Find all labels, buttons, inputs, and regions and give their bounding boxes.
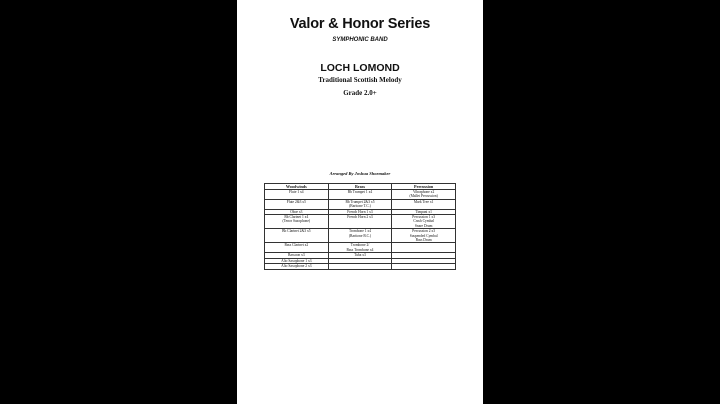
- table-cell: Timpani x1: [392, 209, 456, 214]
- table-row: [265, 264, 456, 269]
- instrumentation-table: [264, 183, 456, 270]
- table-row: [265, 190, 456, 200]
- table-cell: Alto Saxophone 2 x3: [265, 264, 329, 269]
- table-cell: Percussion 1 x3 Crash Cymbal Snare Drum: [392, 215, 456, 229]
- score-cover-page: [237, 0, 483, 404]
- table-cell: French Horn 2 x3: [328, 215, 392, 229]
- table-body: [265, 190, 456, 270]
- column-header: Percussion: [392, 184, 456, 190]
- table-cell: Bassoon x3: [265, 253, 329, 258]
- table-row: [265, 199, 456, 209]
- table-cell: Bb Clarinet 1 x4 (Tenor Saxophone): [265, 215, 329, 229]
- table-header-row: [265, 184, 456, 190]
- table-cell: Vibraphone x2 (Mallet Percussion): [392, 190, 456, 200]
- table-cell: [328, 264, 392, 269]
- table-cell: Tuba x3: [328, 253, 392, 258]
- grade-label: Grade 2.0+: [343, 89, 377, 97]
- table-cell: Bb Trumpet 2&3 x5 (Baritone T.C.): [328, 199, 392, 209]
- band-label: SYMPHONIC BAND: [332, 37, 388, 43]
- table-cell: Bb Clarinet 2&3 x5: [265, 229, 329, 243]
- table-cell: Trombone 2/ Bass Trombone x4: [328, 243, 392, 253]
- table-cell: Bass Clarinet x2: [265, 243, 329, 253]
- column-header: Brass: [328, 184, 392, 190]
- table-row: [265, 229, 456, 243]
- table-row: [265, 215, 456, 229]
- table-cell: [392, 243, 456, 253]
- table-cell: Flute 1 x4: [265, 190, 329, 200]
- column-header: Woodwinds: [265, 184, 329, 190]
- table-cell: Flute 2&3 x5: [265, 199, 329, 209]
- table-cell: [392, 264, 456, 269]
- table-cell: Oboe x3: [265, 209, 329, 214]
- piece-title: LOCH LOMOND: [320, 62, 400, 74]
- table-cell: Bb Trumpet 1 x4: [328, 190, 392, 200]
- series-title: Valor & Honor Series: [289, 16, 431, 32]
- arranger-credit: Arranged By Joshua Shoemaker: [329, 171, 391, 176]
- table-cell: French Horn 1 x3: [328, 209, 392, 214]
- table-cell: Trombone 1 x4 (Baritone B.C.): [328, 229, 392, 243]
- piece-subtitle: Traditional Scottish Melody: [318, 76, 402, 84]
- table-cell: Alto Saxophone 1 x3: [265, 258, 329, 263]
- table-cell: Percussion 2 x3 Suspended Cymbal Bass Drum: [392, 229, 456, 243]
- table-row: [265, 209, 456, 214]
- table-cell: Mark Tree x1: [392, 199, 456, 209]
- table-row: [265, 243, 456, 253]
